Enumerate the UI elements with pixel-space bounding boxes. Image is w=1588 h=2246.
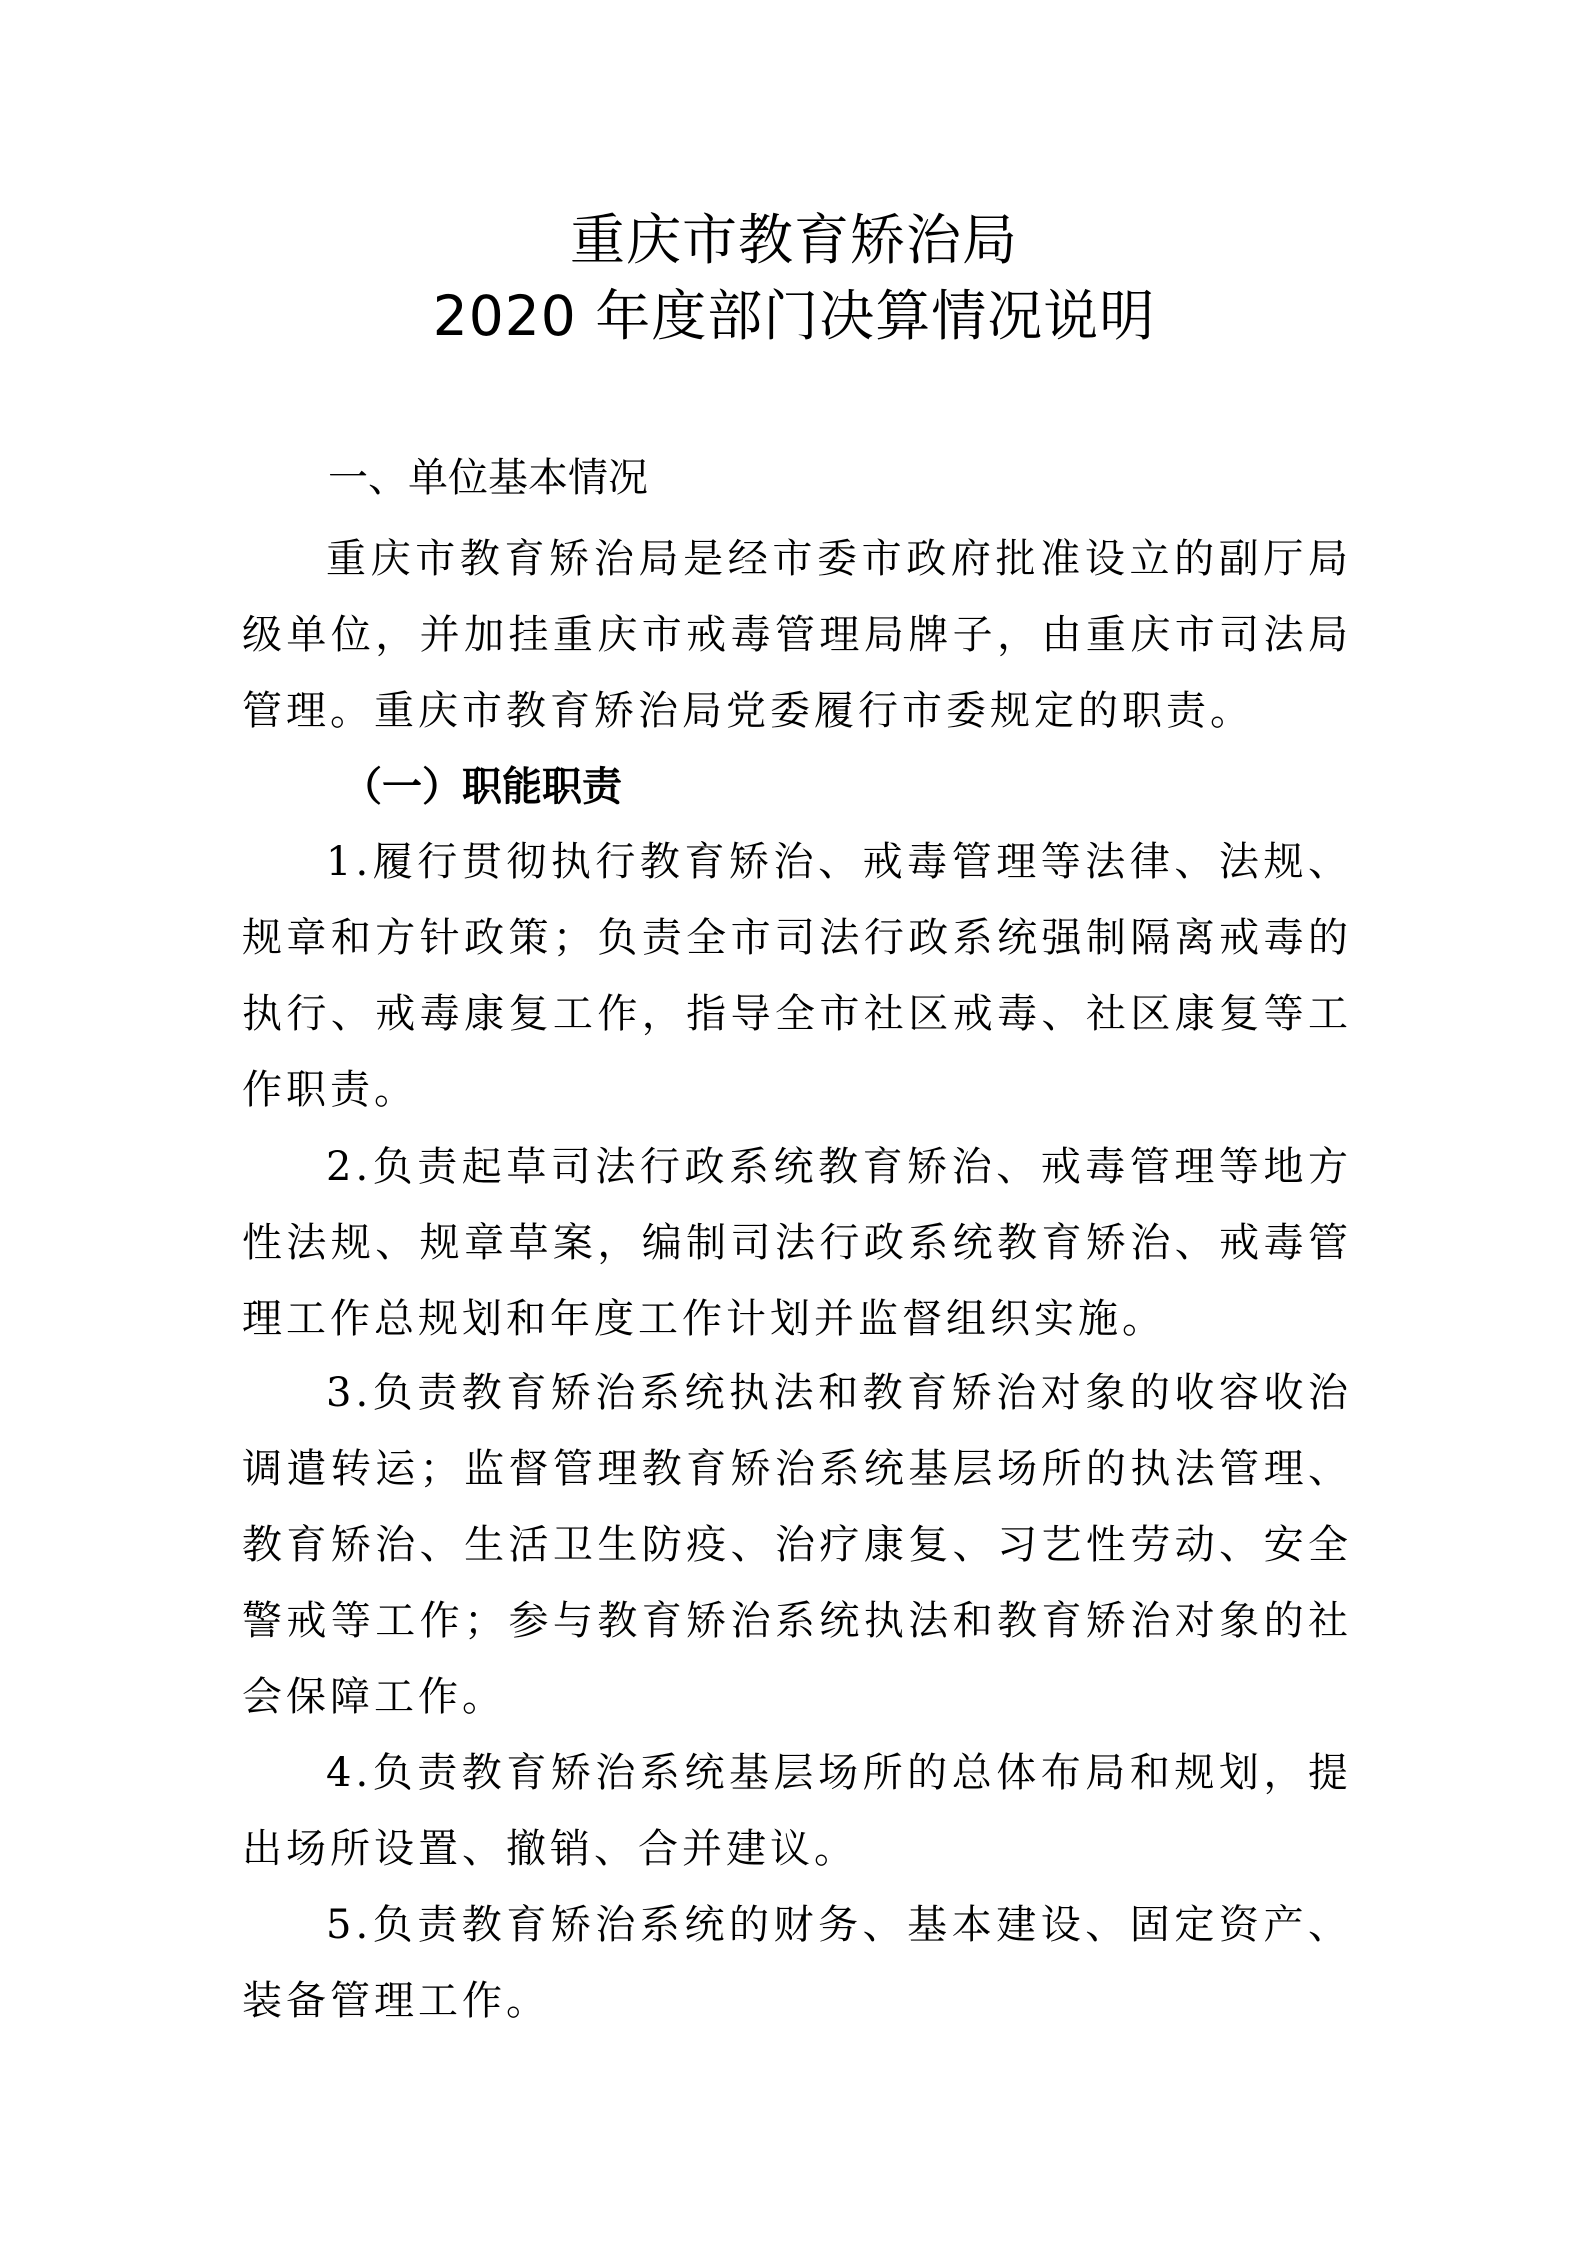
duty-paragraph-5: 5.负责教育矫治系统的财务、基本建设、固定资产、装备管理工作。: [242, 1902, 1352, 2024]
section-heading-basic-info: 一、单位基本情况: [328, 455, 648, 501]
duty-paragraph-1: 1.履行贯彻执行教育矫治、戒毒管理等法律、法规、规章和方针政策；负责全市司法行政系统强制隔离戒毒的执行、戒毒康复工作，指导全市社区戒毒、社区康复等工作职责。: [242, 839, 1352, 1113]
duty-paragraph-2: 2.负责起草司法行政系统教育矫治、戒毒管理等地方性法规、规章草案，编制司法行政系统教育矫治、戒毒管理工作总规划和年度工作计划并监督组织实施。: [242, 1144, 1352, 1342]
duty-paragraph-4: 4.负责教育矫治系统基层场所的总体布局和规划，提出场所设置、撤销、合并建议。: [242, 1750, 1352, 1872]
duty-paragraph-3: 3.负责教育矫治系统执法和教育矫治对象的收容收治调遣转运；监督管理教育矫治系统基层场所的执法管理、教育矫治、生活卫生防疫、治疗康复、习艺性劳动、安全警戒等工作；参与教育矫治系统执法和教育矫治对象的社会保障工作。: [242, 1370, 1352, 1720]
document-title-line-1: 重庆市教育矫治局: [569, 208, 1018, 272]
document-title-line-2: 2020 年度部门决算情况说明: [432, 284, 1156, 348]
subsection-heading-duties: （一）职能职责: [342, 764, 622, 810]
section-intro-paragraph: 重庆市教育矫治局是经市委市政府批准设立的副厅局级单位，并加挂重庆市戒毒管理局牌子，由重庆市司法局管理。重庆市教育矫治局党委履行市委规定的职责。: [242, 536, 1352, 734]
